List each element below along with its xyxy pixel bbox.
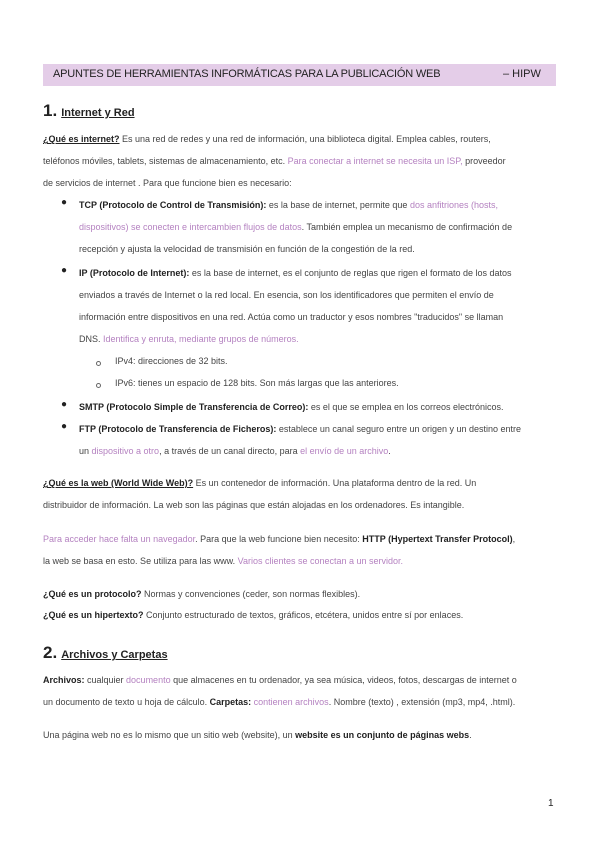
section-2-heading [43, 643, 168, 663]
section-1-number: 1. [43, 101, 58, 120]
paragraph-line [43, 674, 517, 686]
text-span: es el que se emplea en los correos electrónicos. [308, 402, 504, 412]
paragraph-line [79, 221, 512, 233]
highlight-text: documento [126, 675, 171, 685]
text-span: , [512, 534, 516, 544]
highlight-text: el envío de un archivo [300, 446, 389, 456]
text-span: . Nombre (texto) , extensión (mp3, mp4, .html). [328, 697, 516, 707]
section-1-heading [43, 101, 135, 121]
sub-bullet-icon [96, 361, 101, 366]
paragraph-line [43, 177, 292, 189]
page-number: 1 [548, 798, 554, 809]
paragraph-line [79, 267, 512, 279]
text-span: . Para que la web funcione bien necesito: [195, 534, 363, 544]
paragraph-line [79, 401, 504, 413]
paragraph-line [43, 499, 464, 511]
text-span: Una página web no es lo mismo que un sitio web (website), un [43, 730, 296, 740]
text-span: establece un canal seguro entre un origen y un destino entre [276, 424, 522, 434]
paragraph-line [43, 155, 506, 167]
question-label: ¿Qué es internet? [43, 134, 120, 144]
term-label: TCP (Protocolo de Control de Transmisión): [79, 200, 267, 210]
paragraph-line [43, 729, 472, 741]
text-span: distribuidor de información. La web son las páginas que están alojadas en los ordenadores. Es intangible. [43, 500, 465, 510]
paragraph-line [79, 289, 494, 301]
text-span: teléfonos móviles, tablets, sistemas de almacenamiento, etc. [43, 156, 288, 166]
term-label: Carpetas: [209, 697, 252, 707]
text-span: . [388, 446, 391, 456]
text-span: de servicios de internet . Para que funcione bien es necesario: [43, 178, 292, 188]
sub-item-ipv6: IPv6: tienes un espacio de 128 bits. Son más largas que las anteriores. [115, 378, 399, 388]
term-label: HTTP (Hypertext Transfer Protocol) [362, 534, 513, 544]
paragraph-line [79, 199, 498, 211]
paragraph-line [43, 533, 515, 545]
highlight-text: Identifica y enruta, mediante grupos de números. [103, 334, 299, 344]
paragraph-line [79, 445, 391, 457]
document-title: APUNTES DE HERRAMIENTAS INFORMÁTICAS PARA LA PUBLICACIÓN WEB [53, 68, 441, 80]
paragraph-line [79, 333, 299, 345]
text-span: Normas y convenciones (ceder, son normas flexibles). [141, 589, 361, 599]
text-span: . [469, 730, 472, 740]
highlight-text: Para conectar a internet se necesita un ISP, [287, 156, 463, 166]
paragraph-line [43, 588, 360, 600]
highlight-text: dispositivo a otro [91, 446, 160, 456]
term-label: FTP (Protocolo de Transferencia de Ficheros): [79, 424, 277, 434]
paragraph-line [79, 423, 521, 435]
section-1-title: Internet y Red [61, 107, 135, 119]
paragraph-line [43, 696, 515, 708]
paragraph-line [43, 133, 491, 145]
text-span: DNS. [79, 334, 104, 344]
text-span: enviados a través de Internet o la red local. En esencia, son los identificadores que permiten el envío de [79, 290, 494, 300]
paragraph-line [43, 477, 476, 489]
term-label: website es un conjunto de páginas webs [295, 730, 470, 740]
term-label: SMTP (Protocolo Simple de Transferencia de Correo): [79, 402, 309, 412]
paragraph-line [79, 243, 415, 255]
highlight-text: Para acceder hace falta un navegador [43, 534, 196, 544]
text-span: es la base de internet, permite que [266, 200, 410, 210]
text-span: un documento de texto u hoja de cálculo. [43, 697, 210, 707]
question-label: ¿Qué es la web (World Wide Web)? [43, 478, 194, 488]
term-label: IP (Protocolo de Internet): [79, 268, 190, 278]
bullet-icon: ● [61, 421, 68, 432]
highlight-text: contienen archivos [251, 697, 329, 707]
text-span: recepción y ajusta la velocidad de transmisión en función de la congestión de la red. [79, 244, 415, 254]
section-2-title: Archivos y Carpetas [61, 649, 168, 661]
question-label: ¿Qué es un hipertexto? [43, 610, 144, 620]
sub-item-ipv4: IPv4: direcciones de 32 bits. [115, 356, 228, 366]
bullet-icon: ● [61, 197, 68, 208]
document-title-suffix: – HIPW [503, 68, 541, 80]
paragraph-line [79, 311, 503, 323]
text-span: Conjunto estructurado de textos, gráficos, etcétera, unidos entre sí por enlaces. [143, 610, 464, 620]
text-span: que almacenes en tu ordenador, ya sea música, videos, fotos, descargas de internet o [170, 675, 517, 685]
text-span: proveedor [462, 156, 506, 166]
text-span: cualquier [84, 675, 127, 685]
section-2-number: 2. [43, 643, 58, 662]
term-label: Archivos: [43, 675, 85, 685]
text-span: la web se basa en esto. Se utiliza para las www. [43, 556, 238, 566]
text-span: Es una red de redes y una red de información, una biblioteca digital. Emplea cables, routers, [119, 134, 491, 144]
text-span: Es un contenedor de información. Una plataforma dentro de la red. Un [193, 478, 477, 488]
bullet-icon: ● [61, 265, 68, 276]
text-span: un [79, 446, 92, 456]
paragraph-line [43, 609, 463, 621]
highlight-text: dos anfitriones (hosts, [409, 200, 498, 210]
text-span: información entre dispositivos en una red. Actúa como un traductor y esos nombres "traducidos" se llaman [79, 312, 504, 322]
highlight-text: dispositivos) se conecten e intercambien flujos de datos [79, 222, 302, 232]
paragraph-line [43, 555, 403, 567]
text-span: , a través de un canal directo, para [159, 446, 301, 456]
sub-bullet-icon [96, 383, 101, 388]
bullet-icon: ● [61, 399, 68, 410]
highlight-text: Varios clientes se conectan a un servidor. [237, 556, 404, 566]
question-label: ¿Qué es un protocolo? [43, 589, 142, 599]
text-span: . También emplea un mecanismo de confirmación de [301, 222, 513, 232]
text-span: es la base de internet, es el conjunto de reglas que rigen el formato de los datos [189, 268, 512, 278]
